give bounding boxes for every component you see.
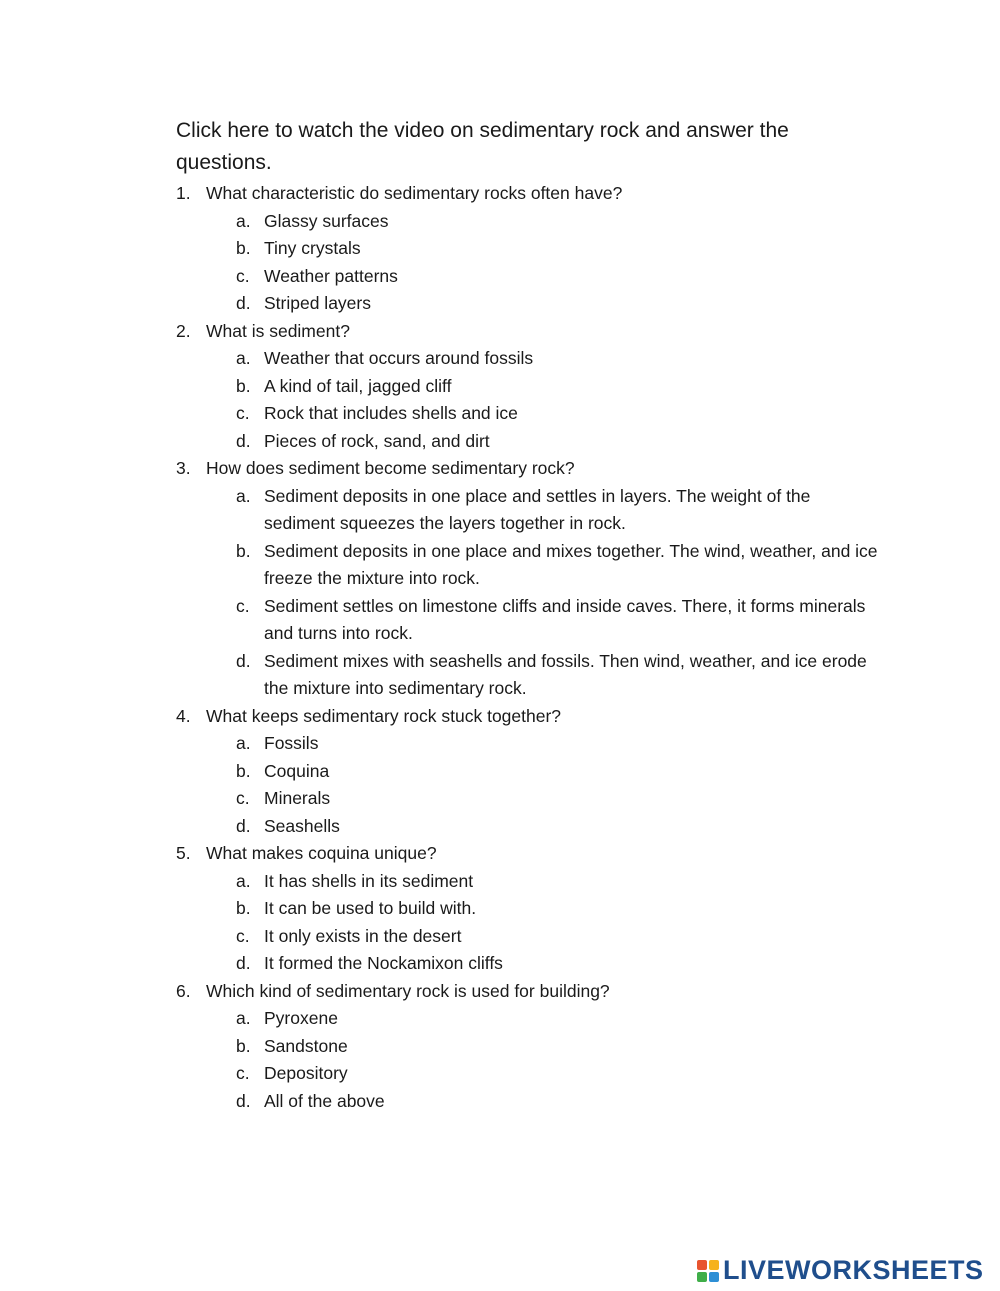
question-number: 2. [176, 320, 191, 341]
option-text: It formed the Nockamixon cliffs [264, 953, 503, 973]
answer-option[interactable] [236, 950, 896, 978]
answer-option[interactable] [236, 1088, 896, 1116]
question-text: What is sediment? [206, 320, 350, 341]
answer-option[interactable] [236, 730, 896, 758]
option-letter: a. [236, 733, 251, 753]
answer-option[interactable] [236, 483, 896, 538]
option-letter: c. [236, 265, 250, 286]
question-text: What characteristic do sedimentary rocks often have? [206, 183, 623, 203]
option-text: Fossils [264, 733, 319, 753]
answer-option[interactable] [236, 373, 896, 401]
option-text: Pieces of rock, sand, and dirt [264, 430, 490, 451]
option-text: Seashells [264, 815, 340, 836]
question-number: 6. [176, 980, 191, 1001]
answer-option[interactable] [236, 428, 896, 456]
option-text: A kind of tail, jagged cliff [264, 375, 452, 396]
option-letter: b. [236, 375, 251, 396]
question-text: How does sediment become sedimentary rock? [206, 458, 575, 478]
option-letter: b. [236, 1035, 251, 1056]
question-text: Which kind of sedimentary rock is used for building? [206, 980, 610, 1001]
option-letter: a. [236, 1008, 251, 1028]
option-letter: c. [236, 788, 250, 808]
logo-blocks-icon [697, 1260, 719, 1282]
option-text: Rock that includes shells and ice [264, 403, 518, 423]
option-text: It can be used to build with. [264, 898, 477, 918]
option-text: It has shells in its sediment [264, 870, 474, 891]
option-text: It only exists in the desert [264, 925, 462, 946]
question-list [176, 180, 896, 1115]
logo-text: LIVEWORKSHEETS [723, 1255, 984, 1285]
question-2 [176, 318, 896, 346]
option-text: Depository [264, 1063, 348, 1083]
option-letter: c. [236, 1063, 250, 1083]
option-text: Sediment settles on limestone cliffs and inside caves. There, it forms minerals and turns into rock. [264, 595, 866, 643]
answer-option[interactable] [236, 895, 896, 923]
answer-option[interactable] [236, 345, 896, 373]
question-1 [176, 180, 896, 208]
option-text: All of the above [264, 1090, 385, 1111]
option-text: Minerals [264, 788, 331, 808]
option-letter: b. [236, 238, 251, 258]
option-letter: a. [236, 485, 251, 506]
answer-option[interactable] [236, 290, 896, 318]
answer-option[interactable] [236, 593, 896, 648]
answer-option[interactable] [236, 648, 896, 703]
option-text: Sediment deposits in one place and settles in layers. The weight of the sediment squeezes the layers together in rock. [264, 485, 811, 533]
intro-instruction: Click here to watch the video on sedimentary rock and answer the questions. [176, 119, 789, 174]
answer-option[interactable] [236, 1033, 896, 1061]
question-number: 5. [176, 843, 191, 863]
option-letter: b. [236, 540, 251, 561]
option-text: Weather that occurs around fossils [264, 348, 534, 368]
answer-option[interactable] [236, 813, 896, 841]
answer-option[interactable] [236, 1005, 896, 1033]
option-text: Sediment deposits in one place and mixes together. The wind, weather, and ice freeze the mixture into rock. [264, 540, 878, 588]
answer-option[interactable] [236, 263, 896, 291]
question-3 [176, 455, 896, 483]
option-letter: d. [236, 953, 251, 973]
option-letter: a. [236, 210, 251, 231]
question-text: What makes coquina unique? [206, 843, 437, 863]
option-letter: d. [236, 430, 251, 451]
option-letter: c. [236, 595, 250, 616]
option-letter: a. [236, 348, 251, 368]
answer-option[interactable] [236, 400, 896, 428]
option-text: Sandstone [264, 1035, 348, 1056]
question-number: 3. [176, 458, 191, 478]
answer-option[interactable] [236, 923, 896, 951]
option-letter: d. [236, 650, 251, 671]
option-text: Glassy surfaces [264, 210, 389, 231]
answer-option[interactable] [236, 208, 896, 236]
answer-option[interactable] [236, 235, 896, 263]
option-letter: c. [236, 925, 250, 946]
question-5 [176, 840, 896, 868]
answer-option[interactable] [236, 538, 896, 593]
option-letter: d. [236, 1090, 251, 1111]
question-6 [176, 978, 896, 1006]
question-4 [176, 703, 896, 731]
question-number: 1. [176, 183, 191, 203]
option-letter: a. [236, 870, 251, 891]
option-letter: b. [236, 760, 251, 781]
option-text: Coquina [264, 760, 330, 781]
option-text: Pyroxene [264, 1008, 338, 1028]
answer-option[interactable] [236, 785, 896, 813]
answer-option[interactable] [236, 758, 896, 786]
question-text: What keeps sedimentary rock stuck together? [206, 705, 562, 726]
liveworksheets-logo [697, 1255, 984, 1286]
option-text: Striped layers [264, 293, 371, 313]
answer-option[interactable] [236, 868, 896, 896]
option-letter: c. [236, 403, 250, 423]
option-letter: d. [236, 293, 251, 313]
option-text: Sediment mixes with seashells and fossils. Then wind, weather, and ice erode the mixture into sedimentary rock. [264, 650, 867, 698]
option-letter: d. [236, 815, 251, 836]
option-text: Weather patterns [264, 265, 398, 286]
option-text: Tiny crystals [264, 238, 361, 258]
option-letter: b. [236, 898, 251, 918]
answer-option[interactable] [236, 1060, 896, 1088]
question-number: 4. [176, 705, 191, 726]
